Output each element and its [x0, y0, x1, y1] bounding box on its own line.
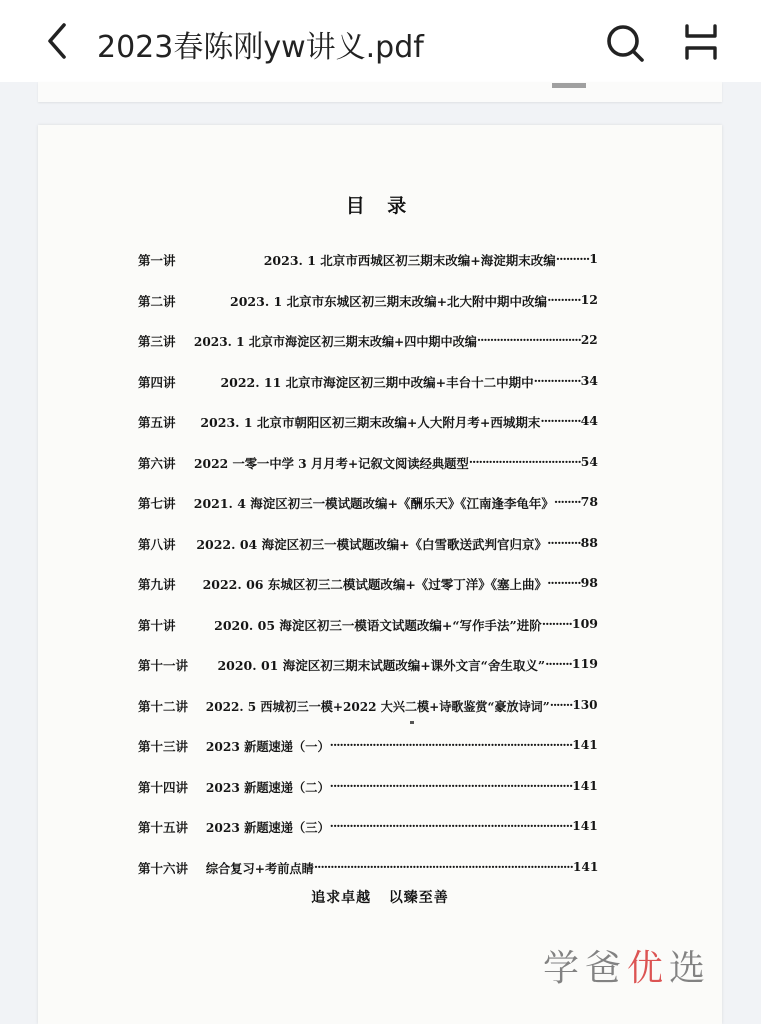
toc-item-title: 综合复习+考前点睛	[205, 860, 314, 876]
toc-item-label: 第十一讲	[138, 658, 189, 673]
toc-item[interactable]	[138, 332, 598, 352]
toc-item-leader: ········	[553, 494, 581, 509]
toc-item-leader: ··································	[468, 453, 581, 469]
toc-item-title: 2023. 1 北京市朝阳区初三期末改编+人大附月考+西城期末	[200, 415, 541, 430]
toc-item-leader: ···············································································	[313, 858, 573, 874]
toc-item[interactable]	[138, 737, 598, 757]
toc-item[interactable]	[138, 575, 598, 595]
toc-item[interactable]	[138, 494, 598, 514]
toc-item-leader: ············	[540, 413, 581, 428]
expand-icon	[677, 18, 725, 66]
search-icon	[600, 18, 648, 66]
toc-item-title: 2022. 5 西城初三一模+2022 大兴二模+诗歌鉴赏“豪放诗词”	[206, 698, 551, 714]
toc-item-page: 44	[580, 413, 598, 428]
toc-item-title: 2022. 04 海淀区初三一模试题改编+《白雪歌送武判官归京》	[196, 536, 548, 552]
toc-item-label: 第八讲	[138, 536, 176, 552]
toc-item-page: 78	[580, 494, 598, 509]
toc-item-page: 141	[572, 777, 598, 793]
toc-item-page: 119	[571, 656, 598, 671]
toc-item-entry	[200, 413, 598, 431]
toc-item-title: 2020. 01 海淀区初三期末试题改编+课外文言“舍生取义”	[217, 658, 546, 673]
toc-item-leader: ··········································································	[329, 777, 573, 793]
toc-item-leader: ··········	[547, 291, 581, 307]
pdf-page[interactable]	[38, 125, 722, 1024]
watermark-highlight: 优	[627, 948, 670, 989]
watermark-text-end: 选	[669, 948, 712, 989]
toc-item-leader: ··········································································	[329, 818, 573, 833]
toc-item[interactable]	[138, 778, 598, 798]
toc-item[interactable]	[138, 373, 598, 393]
toc-item-label: 第十三讲	[138, 739, 189, 754]
scan-speck	[410, 721, 414, 724]
toc-item-title: 2022. 06 东城区初三二模试题改编+《过零丁洋》《塞上曲》	[202, 577, 548, 592]
toc-item-leader: ··············	[533, 372, 581, 388]
document-title: 2023春陈刚yw讲义.pdf	[97, 30, 424, 65]
watermark-text: 学爸	[543, 948, 628, 989]
toc-item-label: 第十二讲	[138, 698, 189, 714]
toc-item-page: 1	[589, 251, 598, 266]
toc-item-page: 109	[571, 615, 598, 631]
toc-item-page: 88	[580, 534, 598, 550]
toc-item-entry	[206, 818, 598, 836]
toc-item-entry	[196, 535, 598, 553]
slogan: 追求卓越 以臻至善	[311, 890, 449, 906]
toc-item-entry	[194, 494, 598, 512]
chevron-left-icon	[34, 17, 82, 65]
toc-item-page: 141	[572, 858, 598, 874]
toc-item-label: 第十五讲	[138, 820, 189, 835]
toc-item-label: 第四讲	[138, 374, 176, 390]
expand-button[interactable]	[677, 18, 725, 66]
search-button[interactable]	[600, 18, 648, 66]
toc-item-label: 第一讲	[138, 253, 176, 268]
toc-item-page: 54	[580, 453, 598, 469]
toc-item-leader: ··········	[555, 251, 590, 266]
toc-item-label: 第十讲	[138, 617, 176, 633]
toc-item-title: 2023 新题速递（三）	[206, 820, 330, 835]
toc-item-page: 22	[581, 332, 598, 347]
toc-item-leader: ·········	[541, 615, 572, 631]
toc-item-label: 第五讲	[138, 415, 176, 430]
toc-item-entry	[206, 697, 598, 715]
toc-item-entry	[230, 292, 598, 310]
toc-item[interactable]	[138, 454, 598, 474]
watermark-logo	[543, 940, 711, 991]
toc-item-label: 第七讲	[138, 496, 176, 511]
toc-item-title: 2022 一零一中学 3 月月考+记叙文阅读经典题型	[194, 455, 469, 471]
toc-item-title: 2021. 4 海淀区初三一模试题改编+《酬乐天》《江南逢李龟年》	[193, 496, 554, 511]
back-button[interactable]	[34, 17, 82, 65]
toc-item-label: 第十四讲	[138, 779, 189, 795]
toc-item-leader: ··········	[547, 534, 581, 550]
toc-item-title: 2023. 1 北京市东城区初三期末改编+北大附中期中改编	[230, 293, 548, 309]
toc-item[interactable]	[138, 859, 598, 879]
toc-item-label: 第二讲	[138, 293, 176, 309]
toc-item-entry	[206, 737, 598, 755]
toc-item-entry	[214, 616, 598, 634]
toc-item-entry	[206, 778, 598, 796]
toc-item-page: 34	[580, 372, 598, 388]
toc-item-entry	[264, 251, 598, 269]
toc-item[interactable]	[138, 535, 598, 555]
toc-item[interactable]	[138, 292, 598, 312]
toc-item-title: 2023. 1 北京市海淀区初三期末改编+四中期中改编	[194, 334, 478, 349]
toc-item-label: 第十六讲	[138, 860, 189, 876]
toc-item-page: 141	[572, 818, 598, 833]
toc-heading: 目 录	[345, 195, 415, 217]
toc-item-page: 12	[580, 291, 598, 307]
toc-item-page: 98	[580, 575, 598, 590]
toc-item[interactable]	[138, 616, 598, 636]
toc-item-leader: ·······	[550, 696, 573, 712]
toc-item-leader: ··········	[547, 575, 581, 590]
toc-item-title: 2023 新题速递（二）	[206, 779, 330, 795]
app-header	[0, 0, 761, 82]
toc-item-title: 2023 新题速递（一）	[206, 739, 330, 754]
previous-page-edge	[38, 82, 722, 102]
toc-item-title: 2022. 11 北京市海淀区初三期中改编+丰台十二中期中	[220, 374, 534, 390]
toc-item[interactable]	[138, 251, 598, 271]
toc-item-entry	[194, 332, 598, 350]
toc-item-page: 141	[572, 737, 598, 752]
toc-item-label: 第九讲	[138, 577, 176, 592]
toc-item-label: 第三讲	[138, 334, 176, 349]
toc-item-leader: ··········································································	[329, 737, 573, 752]
toc-item-title: 2020. 05 海淀区初三一模语文试题改编+“写作手法”进阶	[214, 617, 542, 633]
toc-item-label: 第六讲	[138, 455, 176, 471]
toc-item-leader: ········	[545, 656, 572, 671]
toc-item[interactable]	[138, 697, 598, 717]
toc-item-entry	[194, 454, 598, 472]
toc-item[interactable]	[138, 656, 598, 676]
toc-item-entry	[217, 656, 598, 674]
page-mark-icon	[552, 82, 586, 90]
toc-item-entry	[220, 373, 598, 391]
toc-item-leader: ································	[477, 332, 582, 347]
toc-item-entry	[205, 859, 598, 877]
toc-item-page: 130	[572, 696, 598, 712]
toc-item-entry	[203, 575, 598, 593]
toc-item[interactable]	[138, 818, 598, 838]
toc-item-title: 2023. 1 北京市西城区初三期末改编+海淀期末改编	[263, 253, 556, 268]
toc-item[interactable]	[138, 413, 598, 433]
